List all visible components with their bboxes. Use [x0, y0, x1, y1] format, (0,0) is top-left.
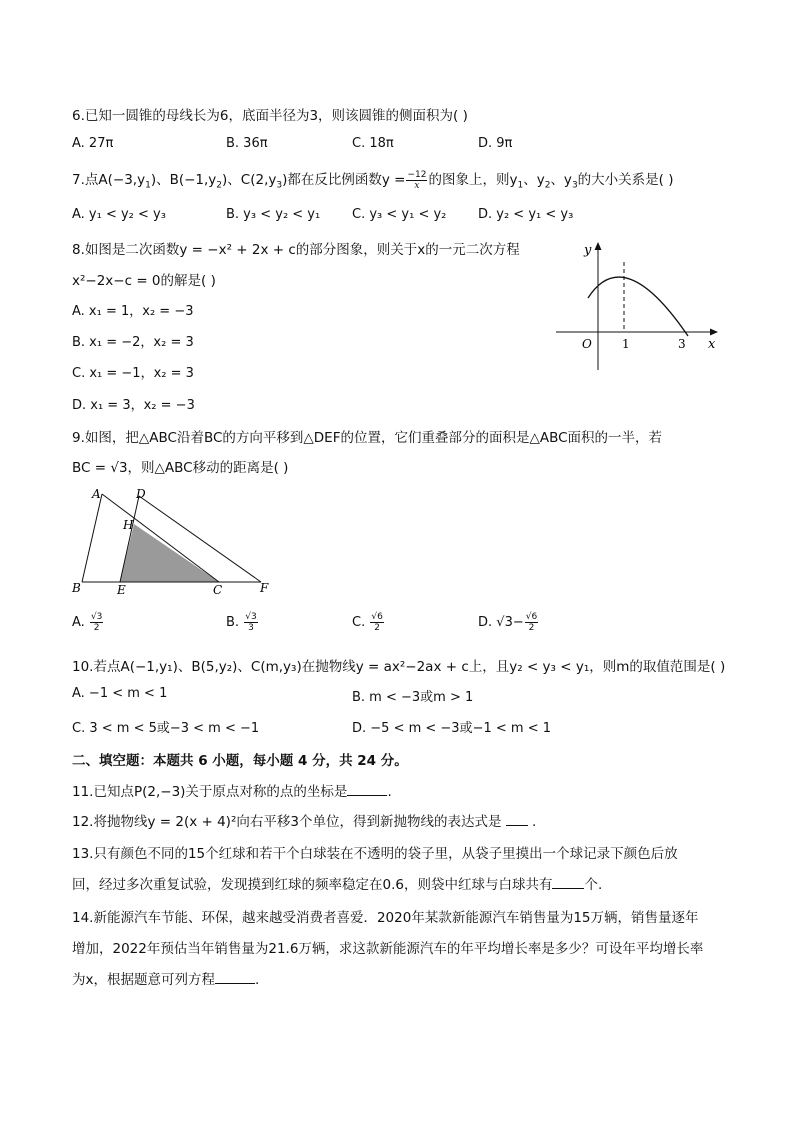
q8-parabola-graph: [548, 232, 728, 377]
x-label: x: [708, 337, 716, 352]
q10-option-c: C. 3 < m < 5或−3 < m < −1: [72, 721, 260, 736]
q8-stem-line2: x²−2x−c = 0的解是( ): [72, 273, 216, 289]
q6-option-b: B. 36π: [226, 136, 268, 151]
q12-stem: 12.将抛物线y = 2(x + 4)²向右平移3个单位，得到新抛物线的表达式是 .: [72, 814, 537, 830]
q10-option-d: D. −5 < m < −3或−1 < m < 1: [352, 721, 551, 736]
q10-option-b: B. m < −3或m > 1: [352, 690, 474, 705]
q8-option-a: A. x₁ = 1，x₂ = −3: [72, 304, 194, 319]
q9-option-c: C. $\frac{√6}{2}$: [352, 612, 383, 633]
q13-answer-blank[interactable]: [552, 876, 584, 889]
q8-stem-line1: 8.如图是二次函数y = −x² + 2x + c的部分图象，则关于x的一元二次方程: [72, 242, 520, 258]
q9-stem-line1: 9.如图，把△ABC沿着BC的方向平移到△DEF的位置，它们重叠部分的面积是△ABC面积的一半，若: [72, 430, 663, 446]
tick-label-1: 1: [622, 337, 630, 351]
q9-option-a: A. $\frac{√3}{2}$: [72, 612, 103, 633]
q7-stem: 7.点$A(-3,y_1)$、$B(-1,y_2)$、$C(2,y_3)$都在反比例函数y = $\frac{-12}{x}$ 的图象上，则$y_1$、$y_2$、$y_3$的大小关系是( ): [72, 169, 674, 191]
q14-answer-blank[interactable]: [215, 971, 255, 984]
overlap-region: [120, 524, 219, 582]
q7-option-c: C. y₃ < y₁ < y₂: [352, 207, 447, 222]
q10-option-a: A. −1 < m < 1: [72, 686, 168, 701]
section-heading: 二、填空题：本题共 6 小题，每小题 4 分，共 24 分。: [72, 753, 408, 769]
q10-stem: 10.若点A(−1,y₁)、B(5,y₂)、C(m,y₃)在抛物线y = ax²−2ax + c上，且y₂ < y₃ < y₁，则m的取值范围是( ): [72, 659, 726, 675]
q14-line3: 为x，根据题意可列方程 .: [72, 972, 260, 988]
point-f-label: F: [260, 581, 269, 595]
point-h-label: H: [123, 518, 134, 532]
tick-label-3: 3: [678, 337, 686, 351]
q9-option-b: B. $\frac{√3}{3}$: [226, 612, 257, 633]
q7-option-a: A. y₁ < y₂ < y₃: [72, 207, 166, 222]
q8-option-d: D. x₁ = 3，x₂ = −3: [72, 398, 195, 413]
q6-option-d: D. 9π: [478, 136, 513, 151]
point-c-label: C: [213, 583, 223, 597]
origin-label: O: [582, 337, 592, 351]
q6-option-c: C. 18π: [352, 136, 394, 151]
q8-option-c: C. x₁ = −1，x₂ = 3: [72, 366, 194, 381]
q9-option-d: D. √3− $\frac{√6}{2}$: [478, 612, 538, 633]
q14-line1: 14.新能源汽车节能、环保，越来越受消费者喜爱．2020年某款新能源汽车销售量为15万辆，销售量逐年: [72, 910, 699, 926]
q13-line1: 13.只有颜色不同的15个红球和若干个白球装在不透明的袋子里，从袋子里摸出一个球记录下颜色后放: [72, 846, 678, 862]
q11-answer-blank[interactable]: [347, 783, 387, 796]
x-axis-arrow: [710, 329, 718, 336]
q12-answer-blank[interactable]: [506, 813, 528, 826]
q7-option-d: D. y₂ < y₁ < y₃: [478, 207, 574, 222]
segment-ab: [82, 494, 102, 582]
point-e-label: E: [117, 583, 126, 597]
point-a-label: A: [92, 487, 101, 501]
q11-stem: 11.已知点P(2,−3)关于原点对称的点的坐标是 .: [72, 784, 392, 800]
q7-fraction: $\frac{-12}{x}$: [407, 169, 427, 191]
q9-triangle-figure: [66, 484, 286, 600]
q8-option-b: B. x₁ = −2，x₂ = 3: [72, 335, 194, 350]
q13-line2: 回，经过多次重复试验，发现摸到红球的频率稳定在0.6，则袋中红球与白球共有 个.: [72, 877, 603, 893]
q6-option-a: A. 27π: [72, 136, 114, 151]
y-label: y: [584, 243, 592, 258]
point-b-label: B: [72, 581, 81, 595]
point-d-label: D: [136, 487, 146, 501]
parabola-curve: [588, 277, 688, 336]
q14-line2: 增加，2022年预估当年销售量为21.6万辆，求这款新能源汽车的年平均增长率是多少？可设年平均增长率: [72, 941, 704, 957]
q6-stem: 6.已知一圆锥的母线长为6，底面半径为3，则该圆锥的侧面积为( ): [72, 108, 468, 124]
q7-option-b: B. y₃ < y₂ < y₁: [226, 207, 321, 222]
y-axis-arrow: [595, 242, 602, 250]
q9-stem-line2: BC = √3，则△ABC移动的距离是( ): [72, 460, 289, 476]
